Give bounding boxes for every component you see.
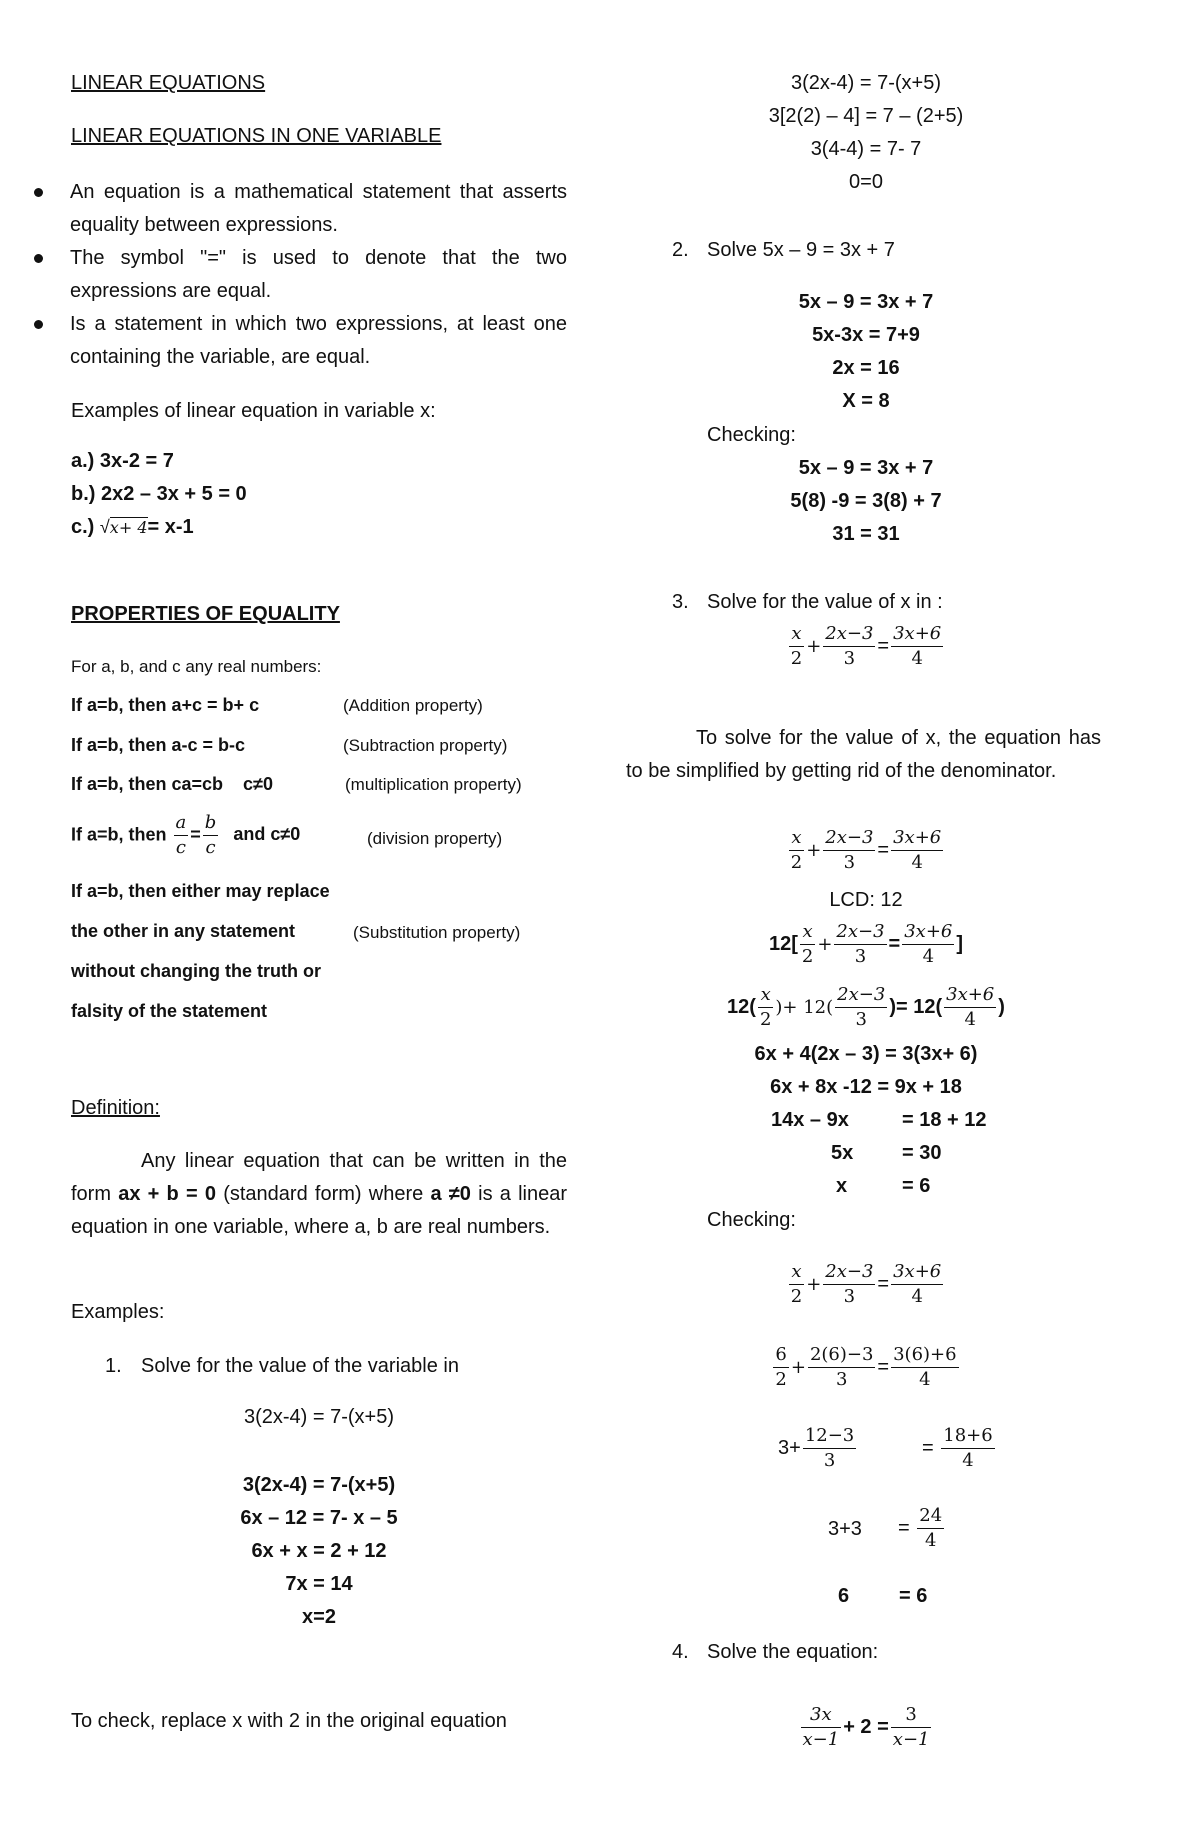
fraction: [823, 1260, 875, 1309]
fraction: [902, 920, 954, 969]
def-text: Any linear equation that can be written in the form: [71, 1150, 567, 1205]
fraction: [917, 1504, 944, 1553]
example-1-text: Solve for the value of the variable in: [141, 1355, 459, 1377]
denominator: 2: [775, 1369, 787, 1390]
denominator: 4: [962, 1450, 974, 1471]
denominator: 3: [843, 648, 856, 669]
examples-intro: Examples of linear equation in variable x:: [71, 400, 436, 422]
fraction: [773, 1343, 788, 1392]
example-2-check-step: 31 = 31: [832, 523, 900, 545]
example-2-step: 2x = 16: [832, 357, 900, 379]
denominator: 3: [843, 852, 856, 873]
denominator: 4: [919, 1369, 931, 1390]
example-3-step-left: 5x: [831, 1142, 854, 1164]
fraction: [789, 826, 804, 875]
check-step: 3(4-4) = 7- 7: [810, 138, 922, 160]
denominator: c: [205, 837, 216, 858]
example-equation: 3x-2 = 7: [99, 450, 174, 472]
numerator: 2x−3: [823, 826, 875, 851]
example-equation: = x-1: [147, 516, 194, 538]
denominator: c: [175, 837, 186, 858]
bullet-item: An equation is a mathematical statement that asserts equality between expressions.: [0, 176, 567, 242]
denominator: 4: [911, 1286, 923, 1307]
numerator: 12−3: [803, 1424, 856, 1449]
equals: =: [898, 1516, 910, 1539]
fraction: [800, 920, 815, 969]
example-label: c.): [71, 516, 95, 538]
fraction: [891, 826, 943, 875]
check-substituted: [636, 1343, 1096, 1392]
property-substitution-line: If a=b, then either may replace: [71, 881, 330, 901]
plus: +: [806, 839, 822, 861]
example-2-check-step: 5(8) -9 = 3(8) + 7: [790, 490, 942, 512]
example-label: a.): [71, 450, 95, 472]
numerator: 6: [773, 1343, 788, 1368]
check-sum-left: 3+3: [828, 1518, 862, 1540]
equals: =: [190, 824, 201, 845]
example-1-step: 6x + x = 2 + 12: [251, 1540, 387, 1562]
property-addition-name: (Addition property): [343, 696, 483, 715]
example-3-number: 3.: [672, 591, 689, 613]
fraction-b-over-c: [203, 811, 219, 860]
fraction: [808, 1343, 875, 1392]
three-plus: 3+: [778, 1436, 801, 1459]
denominator: 2: [790, 1286, 803, 1307]
property-division: [71, 811, 300, 860]
example-3-step-right: = 6: [902, 1175, 931, 1197]
numerator: x: [789, 1260, 804, 1285]
distribute-step: [636, 983, 1096, 1032]
numerator: 24: [917, 1504, 944, 1529]
example-1-equation: 3(2x-4) = 7-(x+5): [243, 1406, 395, 1428]
def-bold: a ≠0: [430, 1183, 471, 1205]
fraction: [834, 920, 886, 969]
fraction: [823, 622, 875, 671]
fraction: [891, 1260, 943, 1309]
numerator: 18+6: [941, 1424, 994, 1449]
denominator: 2: [759, 1009, 772, 1030]
fraction: [803, 1424, 856, 1473]
denominator: 4: [911, 852, 923, 873]
check-result-left: 6: [838, 1585, 850, 1607]
check-step: 3[2(2) – 4] = 7 – (2+5): [768, 105, 964, 127]
equals: =: [877, 634, 890, 657]
fraction: [758, 983, 773, 1032]
check-simplify-left: [778, 1424, 858, 1473]
denominator: 4: [922, 946, 935, 967]
property-subtraction: If a=b, then a-c = b-c: [71, 735, 246, 755]
bracket-open: 12[: [768, 932, 798, 955]
check-result-right: = 6: [899, 1585, 928, 1607]
property-substitution-name: (Substitution property): [353, 923, 521, 942]
property-addition: If a=b, then a+c = b+ c: [71, 695, 260, 715]
example-2-number: 2.: [672, 239, 689, 261]
paren-equals: )= 12(: [889, 995, 943, 1018]
properties-intro: For a, b, and c any real numbers:: [71, 657, 322, 676]
example-3-text: Solve for the value of x in :: [707, 591, 943, 613]
def-text: is a linear equation in one variable, where a, b are real numbers.: [71, 1183, 568, 1238]
property-division-name: (division property): [367, 829, 503, 848]
denominator: x−1: [802, 1729, 840, 1750]
property-subtraction-name: (Subtraction property): [343, 736, 508, 755]
check-step: 3(2x-4) = 7-(x+5): [790, 72, 942, 94]
property-multiplication: If a=b, then ca=cb c≠0: [71, 774, 273, 794]
denominator: 3: [835, 1369, 848, 1390]
check-sum-right: [898, 1504, 946, 1553]
numerator: 3: [891, 1703, 932, 1728]
denominator: 2: [790, 648, 803, 669]
division-text: If a=b, then: [71, 824, 167, 845]
fraction-a-over-c: [174, 811, 189, 860]
check-simplify-right: [922, 1424, 997, 1473]
denominator: 4: [964, 1009, 976, 1030]
numerator: x: [758, 983, 773, 1008]
numerator: 2x−3: [834, 920, 886, 945]
equals: =: [922, 1436, 934, 1459]
properties-title: PROPERTIES OF EQUALITY: [71, 603, 340, 625]
example-b: [71, 483, 247, 506]
example-3-step-right: = 30: [902, 1142, 942, 1164]
examples-title: Examples:: [71, 1301, 165, 1323]
equals: =: [877, 1355, 890, 1378]
example-2-step: 5x-3x = 7+9: [812, 324, 920, 346]
plus: +: [817, 933, 833, 955]
example-3-step-left: x: [836, 1175, 848, 1197]
denominator: 3: [823, 1450, 836, 1471]
fraction: [835, 983, 887, 1032]
plus-two-equals: + 2 =: [843, 1715, 889, 1738]
example-2-text: Solve 5x – 9 = 3x + 7: [707, 239, 895, 261]
numerator: 3x+6: [944, 983, 996, 1008]
numerator: 2x−3: [835, 983, 887, 1008]
numerator: a: [174, 811, 189, 836]
definition-title: Definition:: [71, 1097, 160, 1119]
numerator: 3(6)+6: [891, 1343, 958, 1368]
numerator: b: [203, 811, 219, 836]
checking-label: Checking:: [707, 424, 796, 446]
numerator: 2(6)−3: [808, 1343, 875, 1368]
fraction: [823, 826, 875, 875]
sqrt-sign: √: [99, 517, 110, 537]
check-step: 0=0: [849, 171, 883, 193]
fraction: [789, 1260, 804, 1309]
lcd-multiply-step: [636, 920, 1096, 969]
example-1-step: 3(2x-4) = 7-(x+5): [242, 1474, 396, 1496]
denominator: 3: [855, 1009, 867, 1030]
example-1-step: x=2: [302, 1606, 336, 1628]
fraction: [789, 622, 804, 671]
check-equation: [636, 1260, 1096, 1309]
denominator: 2: [790, 852, 803, 873]
numerator: 2x−3: [823, 1260, 875, 1285]
equals: =: [888, 932, 901, 955]
numerator: x: [800, 920, 815, 945]
check-instruction: To check, replace x with 2 in the original equation: [71, 1710, 507, 1732]
numerator: 3x: [801, 1703, 842, 1728]
numerator: 3x+6: [891, 1260, 943, 1285]
example-3-step-right: = 18 + 12: [902, 1109, 987, 1131]
def-text: (standard form) where: [223, 1183, 424, 1205]
denominator: x−1: [892, 1729, 930, 1750]
definition-paragraph: [71, 1145, 567, 1244]
example-a: [71, 450, 174, 473]
radicand: x+ 4: [109, 518, 148, 537]
plus: +: [806, 635, 822, 657]
example-3-explanation: To solve for the value of x, the equation has to be simplified by getting rid of the denominator.: [626, 727, 1101, 782]
bullet-item: Is a statement in which two expressions, at least one containing the variable, are equal.: [0, 308, 567, 374]
page-title: LINEAR EQUATIONS: [71, 72, 266, 94]
property-substitution-line: falsity of the statement: [71, 1001, 268, 1021]
denominator: 4: [924, 1530, 937, 1551]
example-4-equation: [636, 1703, 1096, 1752]
example-3-equation: [636, 622, 1096, 671]
division-condition: and c≠0: [233, 824, 301, 845]
equals: =: [877, 838, 890, 861]
example-1-step: 7x = 14: [285, 1573, 353, 1595]
equals: =: [877, 1272, 890, 1295]
paren-close: ): [998, 995, 1005, 1018]
property-substitution-line: without changing the truth or: [71, 961, 321, 981]
numerator: 3x+6: [891, 826, 943, 851]
fraction: [891, 1343, 958, 1392]
definition-bullets: [0, 176, 567, 374]
property-multiplication-name: (multiplication property): [345, 775, 522, 794]
property-substitution-line: the other in any statement: [71, 921, 296, 941]
denominator: 3: [843, 1286, 856, 1307]
example-4-number: 4.: [672, 1641, 689, 1663]
fraction: [891, 1703, 932, 1752]
plus: +: [790, 1356, 806, 1378]
fraction: [941, 1424, 994, 1473]
paren-open: 12(: [727, 995, 756, 1018]
denominator: 2: [801, 946, 814, 967]
example-2-step: X = 8: [842, 390, 890, 412]
numerator: x: [789, 622, 804, 647]
bracket-close: ]: [956, 932, 964, 955]
def-bold: ax + b = 0: [118, 1183, 216, 1205]
bullet-item: The symbol "=" is used to denote that the two expressions are equal.: [0, 242, 567, 308]
example-c: [71, 516, 194, 539]
lcd-label: LCD: 12: [829, 889, 903, 911]
example-3-step: 6x + 8x -12 = 9x + 18: [770, 1076, 962, 1098]
section-title-one-variable: LINEAR EQUATIONS IN ONE VARIABLE: [71, 125, 442, 147]
numerator: 3x+6: [902, 920, 954, 945]
example-2-check-step: 5x – 9 = 3x + 7: [798, 457, 934, 479]
example-4-text: Solve the equation:: [707, 1641, 879, 1663]
numerator: x: [789, 826, 804, 851]
example-2-step: 5x – 9 = 3x + 7: [798, 291, 934, 313]
paren-plus: )+ 12(: [775, 996, 834, 1018]
fraction: [944, 983, 996, 1032]
example-3-equation-repeat: [636, 826, 1096, 875]
example-equation: 2x2 – 3x + 5 = 0: [101, 483, 247, 505]
fraction: [891, 622, 943, 671]
example-1-step: 6x – 12 = 7- x – 5: [240, 1507, 398, 1529]
denominator: 4: [911, 648, 923, 669]
example-label: b.): [71, 483, 96, 505]
numerator: 2x−3: [823, 622, 875, 647]
example-3-step: 6x + 4(2x – 3) = 3(3x+ 6): [754, 1043, 978, 1065]
numerator: 3x+6: [891, 622, 943, 647]
checking-label: Checking:: [707, 1209, 796, 1231]
fraction: [801, 1703, 842, 1752]
example-3-step-left: 14x – 9x: [771, 1109, 849, 1131]
plus: +: [806, 1273, 822, 1295]
denominator: 3: [854, 946, 867, 967]
example-1-number: 1.: [105, 1355, 122, 1377]
